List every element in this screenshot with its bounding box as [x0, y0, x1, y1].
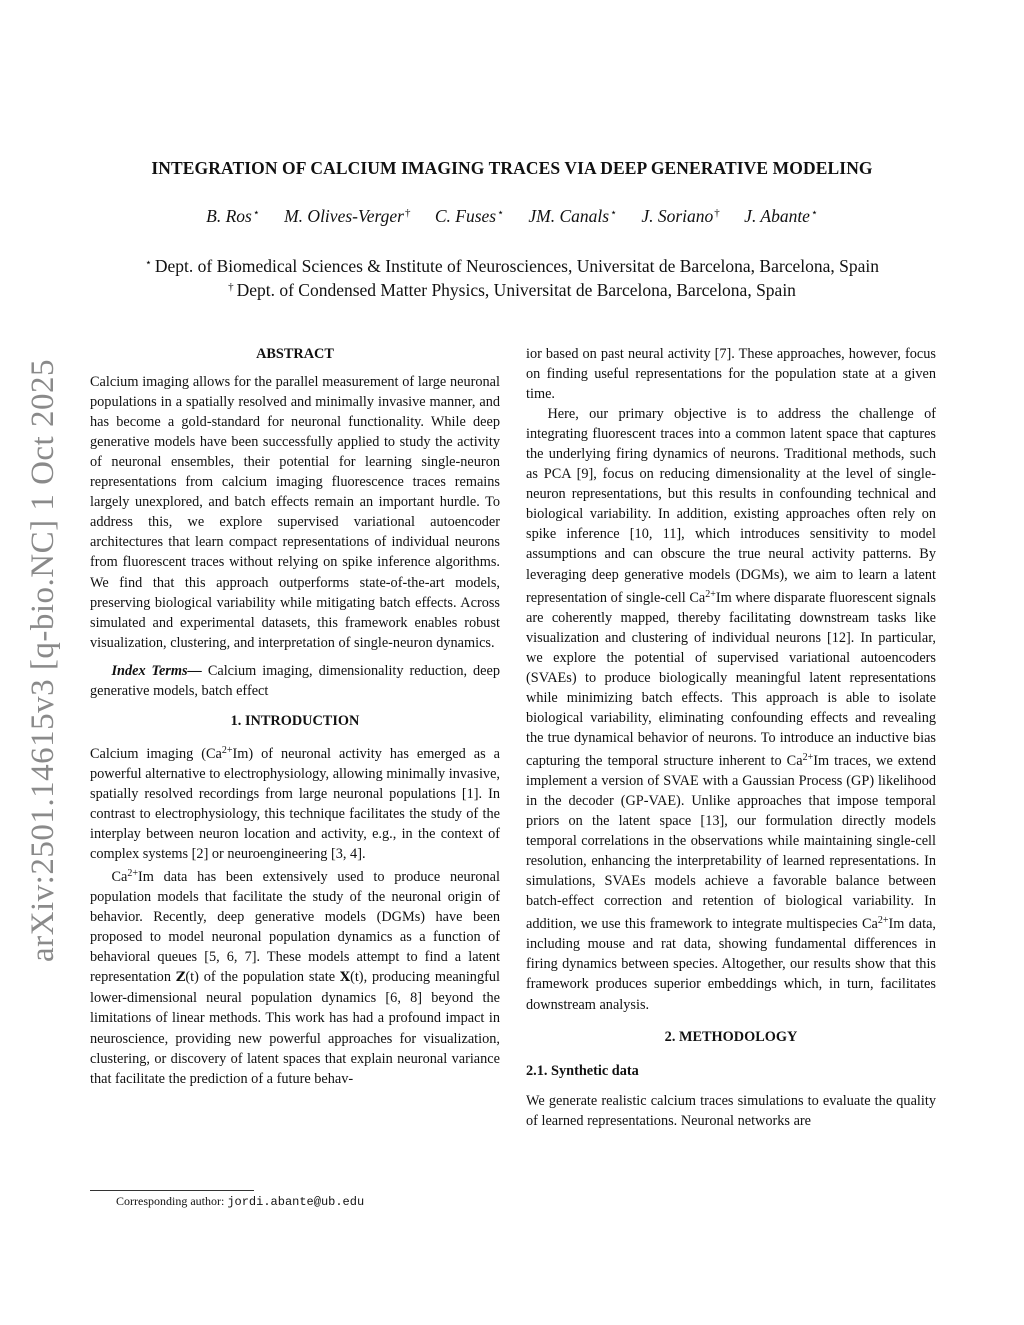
abstract-heading: ABSTRACT — [256, 346, 334, 362]
affiliation: ⋆ Dept. of Biomedical Sciences & Institute of Neurosciences, Universitat de Barcelona, Barcelona, Spain — [145, 256, 879, 276]
author-list — [120, 206, 904, 227]
author: C. Fuses⋆ — [434, 206, 504, 226]
paragraph: Here, our primary objective is to address the challenge of integrating fluorescent traces into a common latent space that captures the underlying firing dynamics of neurons. Traditional methods, such as PCA [9], focus on reducing dimensionality at the level of single-neuron representations, but this results in confounding technical and biological variability. In addition, existing approaches often rely on spike inference [10, 11], which introduces sensitivity to model assumptions and can obscure the true neural activity patterns. By leveraging deep generative models (DGMs), we aim to learn a latent representation of single-cell $Ca^{2+}Im$ where disparate fluorescent signals are coherently mapped, thereby facilitating downstream tasks like visualization and clustering of individual neurons [12]. In particular, we explore the potential of supervised variational autoencoders (SVAEs) to produce biologically meaningful latent representations while minimizing batch effects. This approach is able to isolate biological variability, eliminating confounding effects and revealing the true dynamical behavior of neurons. To introduce an inductive bias capturing the temporal structure inherent to $Ca^{2+}Im$ traces, we extend implement a version of SVAE with a Gaussian Process (GP) likelihood in the decoder (GP-VAE). Unlike approaches that impose temporal priors on the latent space [13], our formulation directly models temporal correlations in the observations while maintaining single-cell resolution, enhancing the interpretability of learned representations. In simulations, SVAEs models achieve a favorable balance between batch-effect correction and retention of biological variability. In addition, we use this framework to integrate multispecies $Ca^{2+}Im$ data, including mouse and rat data, showing fundamental differences in firing dynamics between species. Altogether, our results show that this framework produces superior embeddings which, in turn, facilitates downstream analysis. — [526, 406, 937, 1013]
subsection-heading: 2.1. Synthetic data — [526, 1062, 639, 1079]
footnote: Corresponding author: jordi.abante@ub.edu — [116, 1194, 365, 1209]
author: J. Abante⋆ — [744, 206, 818, 226]
paper-title: INTEGRATION OF CALCIUM IMAGING TRACES VIA DEEP GENERATIVE MODELING — [151, 158, 873, 178]
paragraph: Calcium imaging $(Ca^{2+}Im)$ of neuronal activity has emerged as a powerful alternative to electrophysiology, allowing minimally invasive, spatially resolved recordings from large neuronal populations [1]. In contrast to electrophysiology, this technique facilitates the study of the interplay between neuron location and activity, e.g., in the context of complex systems [2] or neuroengineering [3, 4]. — [90, 744, 500, 863]
author: M. Olives-Verger† — [284, 206, 411, 226]
left-column — [90, 344, 500, 1089]
section-heading-introduction: 1. INTRODUCTION — [230, 712, 360, 729]
author: J. Soriano† — [641, 206, 720, 226]
footnote-rule — [90, 1190, 254, 1191]
paragraph: We generate realistic calcium traces simulations to evaluate the quality of learned representations. Neuronal networks are — [526, 1092, 936, 1129]
affiliation: † Dept. of Condensed Matter Physics, Universitat de Barcelona, Barcelona, Spain — [228, 280, 796, 300]
right-column — [526, 344, 936, 1131]
email-link[interactable]: jordi.abante@ub.edu — [227, 1195, 365, 1209]
paragraph: $Ca^{2+}Im$ data has been extensively used to produce neuronal population models that facilitate the study of the neuronal origin of behavior. Recently, deep generative models (DGMs) have been proposed to model neuronal population dynamics as a function of behavioral queues [5, 6, 7]. These models attempt to find a latent representation Z(t) of the population state X(t), producing meaningful lower-dimensional neural population dynamics [6, 8] beyond the limitations of linear methods. This work has had a profound impact in neuroscience, providing new powerful approaches for visualization, clustering, or discovery of latent spaces that explain neuronal variance that facilitate the prediction of a future behav- — [90, 868, 500, 1087]
author: JM. Canals⋆ — [528, 206, 617, 226]
arxiv-id: arXiv:2501.14615v3 [q-bio.NC] 1 Oct 2025 — [24, 358, 61, 962]
abstract-text: Calcium imaging allows for the parallel measurement of large neuronal populations in a spatially resolved and minimally invasive manner, and has become a gold-standard for neuronal functionality. While deep generative models have been successfully applied to study the activity of neuronal ensembles, their potential for learning single-neuron representations from calcium imaging fluorescence traces remains largely unexplored, and batch effects remain an important hurdle. To address this, we explore supervised variational autoencoder architectures that learn compact representations of individual neurons from fluorescent traces without relying on spike inference algorithms. We find that this approach outperforms state-of-the-art models, preserving biological variability while mitigating batch effects. Across simulated and experimental datasets, this framework enables robust visualization, clustering, and interpretation of single-neuron dynamics. — [90, 374, 500, 651]
section-heading-methodology: 2. METHODOLOGY — [664, 1028, 798, 1045]
index-terms: Index Terms— Calcium imaging, dimensionality reduction, deep generative models, batch effect — [90, 662, 501, 699]
author: B. Ros⋆ — [206, 206, 260, 226]
arxiv-stamp — [8, 350, 78, 970]
paragraph: ior based on past neural activity [7]. These approaches, however, focus on finding useful representations for the population state at a given time. — [526, 346, 936, 403]
